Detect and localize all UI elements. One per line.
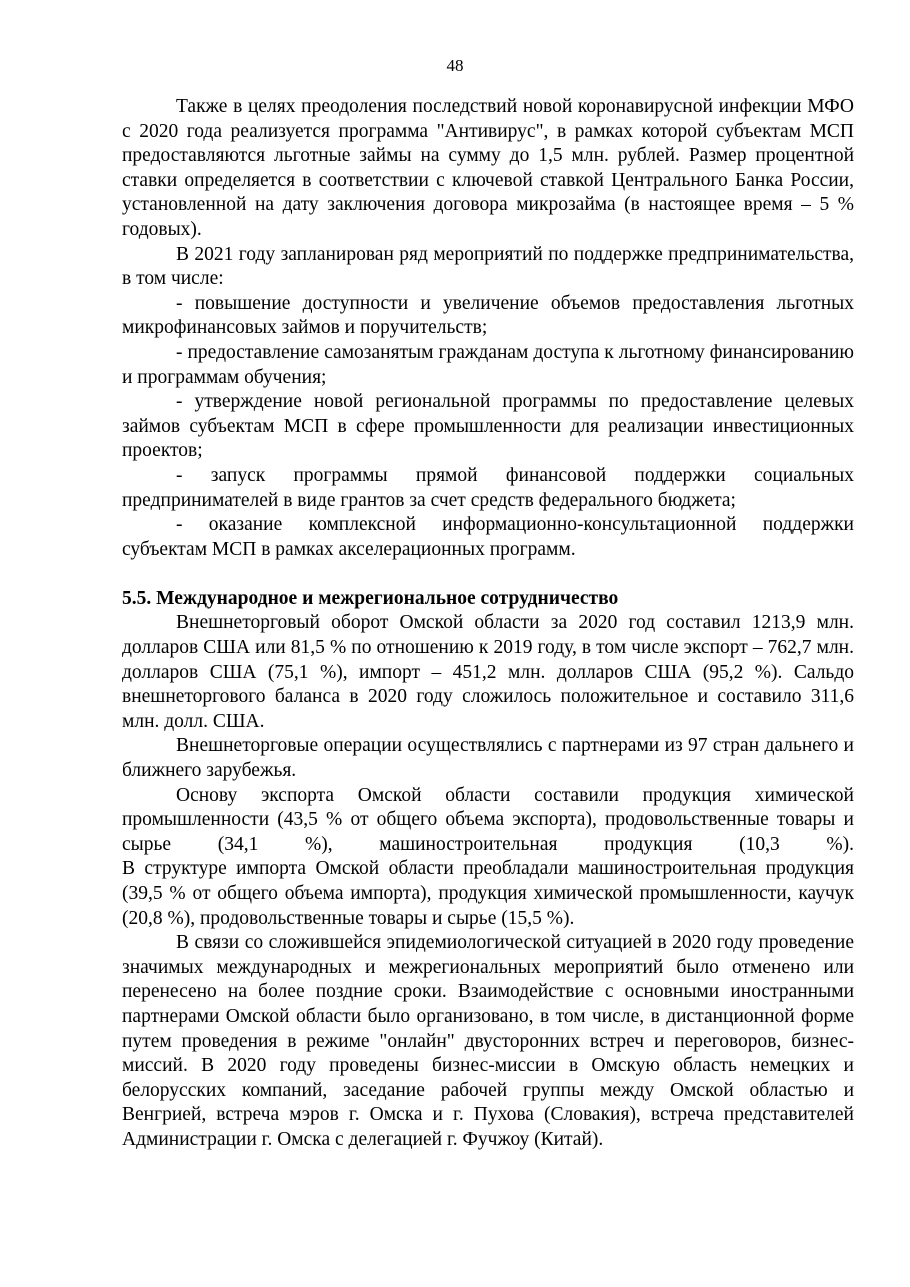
list-item-microfinance: - повышение доступности и увеличение объемов предоставления льготных микрофинансовых займов и поручительств; bbox=[122, 292, 854, 339]
paragraph-international-events: В связи со сложившейся эпидемиологической ситуацией в 2020 году проведение значимых международных и межрегиональных мероприятий было отменено или перенесено на более поздние сроки. Взаимодействие с основными иностранными партнерами Омской области было организовано, в том числе, в дистанционной форме путем проведения в режиме "онлайн" двусторонних встреч и переговоров, бизнес-миссий. В 2020 году проведены бизнес-миссии в Омскую область немецких и белорусских компаний, заседание рабочей группы между Омской областью и Венгрией, встреча мэров г. Омска и г. Пухова (Словакия), встреча представителей Администрации г. Омска с делегацией г. Фучжоу (Китай). bbox=[122, 932, 854, 1150]
list-item-self-employed: - предоставление самозанятым гражданам доступа к льготному финансированию и программам обучения; bbox=[122, 341, 854, 388]
list-item-regional-program: - утверждение новой региональной программы по предоставление целевых займов субъектам МСП в сфере промышленности для реализации инвестиционных проектов; bbox=[122, 391, 854, 462]
list-item-social-grants: - запуск программы прямой финансовой поддержки социальных предпринимателей в виде грантов за счет средств федерального бюджета; bbox=[122, 464, 854, 511]
paragraph-export-structure: Основу экспорта Омской области составили продукция химической промышленности (43,5 % от общего объема экспорта), продовольственные товары и сырье (34,1 %), машиностроительная продукция (10,3 %). bbox=[122, 784, 854, 855]
document-body bbox=[122, 95, 854, 1153]
paragraph-import-structure: В структуре импорта Омской области преобладали машиностроительная продукция (39,5 % от общего объема импорта), продукция химической промышленности, каучук (20,8 %), продовольственные товары и сырье (15,5 %). bbox=[122, 858, 854, 929]
paragraph-trade-partners: Внешнеторговые операции осуществлялись с партнерами из 97 стран дальнего и ближнего зарубежья. bbox=[122, 735, 854, 782]
paragraph-antivirus-program: Также в целях преодоления последствий новой коронавирусной инфекции МФО с 2020 года реализуется программа "Антивирус", в рамках которой субъектам МСП предоставляются льготные займы на сумму до 1,5 млн. рублей. Размер процентной ставки определяется в соответствии с ключевой ставкой Центрального Банка России, установленной на дату заключения договора микрозайма (в настоящее время – 5 % годовых). bbox=[122, 96, 854, 240]
paragraph-planned-measures: В 2021 году запланирован ряд мероприятий по поддержке предпринимательства, в том числе: bbox=[122, 243, 854, 290]
page-number: 48 bbox=[446, 56, 464, 75]
section-heading: 5.5. Международное и межрегиональное сотрудничество bbox=[122, 587, 619, 609]
list-item-acceleration-support: - оказание комплексной информационно-консультационной поддержки субъектам МСП в рамках акселерационных программ. bbox=[122, 514, 854, 560]
paragraph-foreign-trade-turnover: Внешнеторговый оборот Омской области за 2020 год составил 1213,9 млн. долларов США или 81,5 % по отношению к 2019 году, в том числе экспорт – 762,7 млн. долларов США (75,1 %), импорт – 451,2 млн. долларов США (95,2 %). Сальдо внешнеторгового баланса в 2020 году сложилось положительное и составило 311,6 млн. долл. США. bbox=[122, 612, 854, 732]
